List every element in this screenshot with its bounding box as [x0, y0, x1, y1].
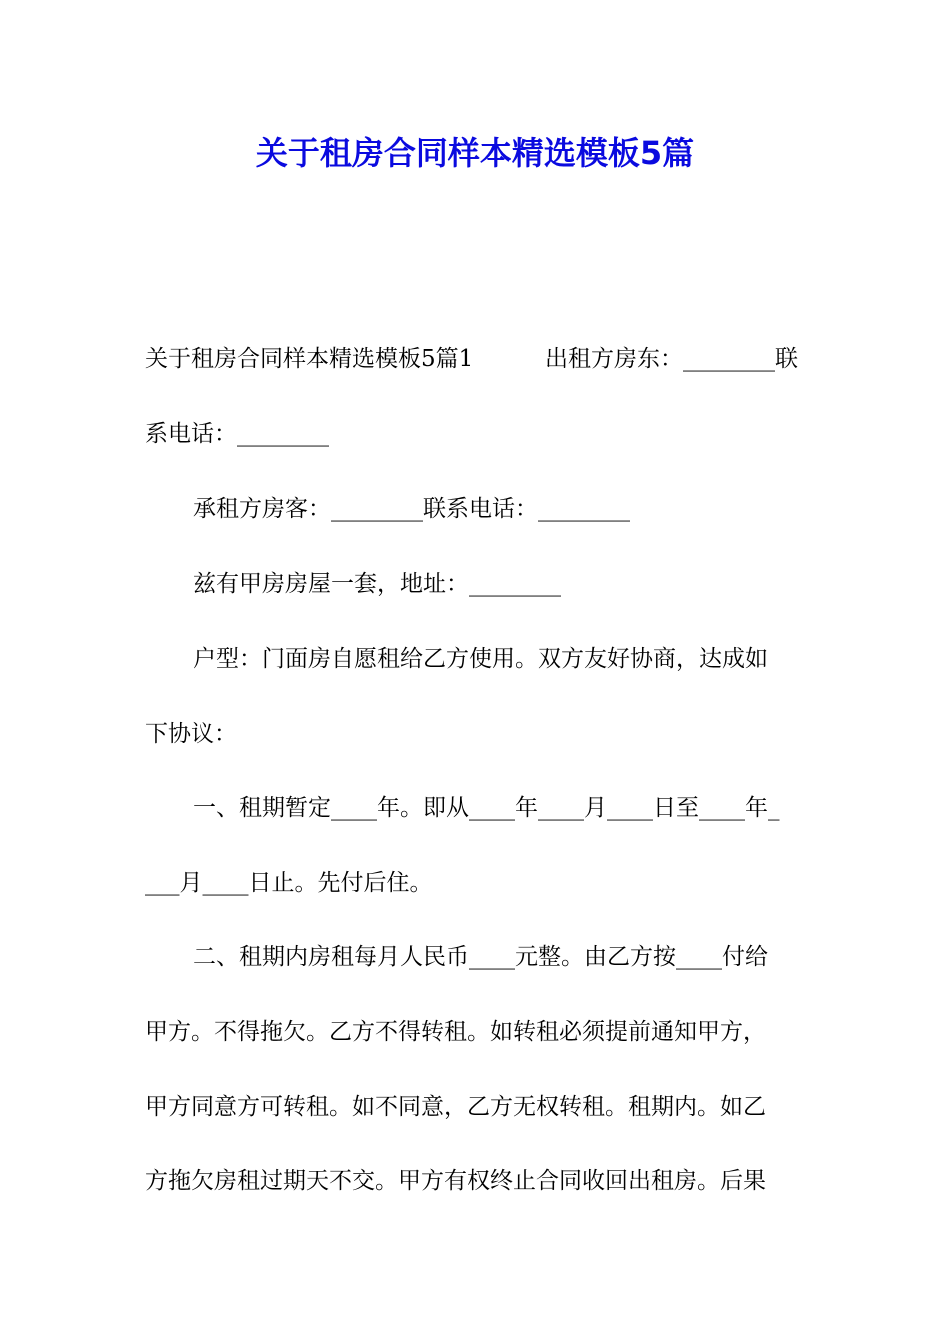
text-line [0, 714, 950, 754]
text-line [0, 1087, 950, 1127]
clause-two-text: 方拖欠房租过期天不交。甲方有权终止合同收回出租房。后果 [145, 1168, 766, 1194]
text-line [0, 1012, 950, 1052]
text-line [0, 788, 950, 828]
document-title: 关于租房合同样本精选模板5篇 [255, 134, 695, 172]
clause-one-text: 一、租期暂定____年。即从____年____月____日至____年_ [193, 795, 780, 821]
text-line [0, 339, 950, 379]
tenant-field: 承租方房客：________联系电话：________ [193, 496, 630, 522]
paragraph-text: 户型：门面房自愿租给乙方使用。双方友好协商，达成如 [193, 646, 768, 672]
text-line [0, 564, 950, 604]
address-field: 兹有甲房房屋一套，地址：________ [193, 571, 561, 597]
text-line [0, 489, 950, 529]
landlord-field: 出租方房东：________联 [545, 346, 798, 372]
paragraph-text: 下协议： [145, 721, 237, 747]
text-line [0, 414, 950, 454]
clause-two-text: 二、租期内房租每月人民币____元整。由乙方按____付给 [193, 944, 768, 970]
text-line [0, 639, 950, 679]
clause-two-text: 甲方。不得拖欠。乙方不得转租。如转租必须提前通知甲方， [145, 1019, 766, 1045]
text-line [0, 863, 950, 903]
clause-two-text: 甲方同意方可转租。如不同意，乙方无权转租。租期内。如乙 [145, 1094, 766, 1120]
text-line [0, 937, 950, 977]
landlord-phone-field: 系电话：________ [145, 421, 329, 447]
text-line [0, 1161, 950, 1201]
section-heading: 关于租房合同样本精选模板5篇1 [145, 346, 474, 372]
clause-one-text: ___月____日止。先付后住。 [145, 870, 433, 896]
